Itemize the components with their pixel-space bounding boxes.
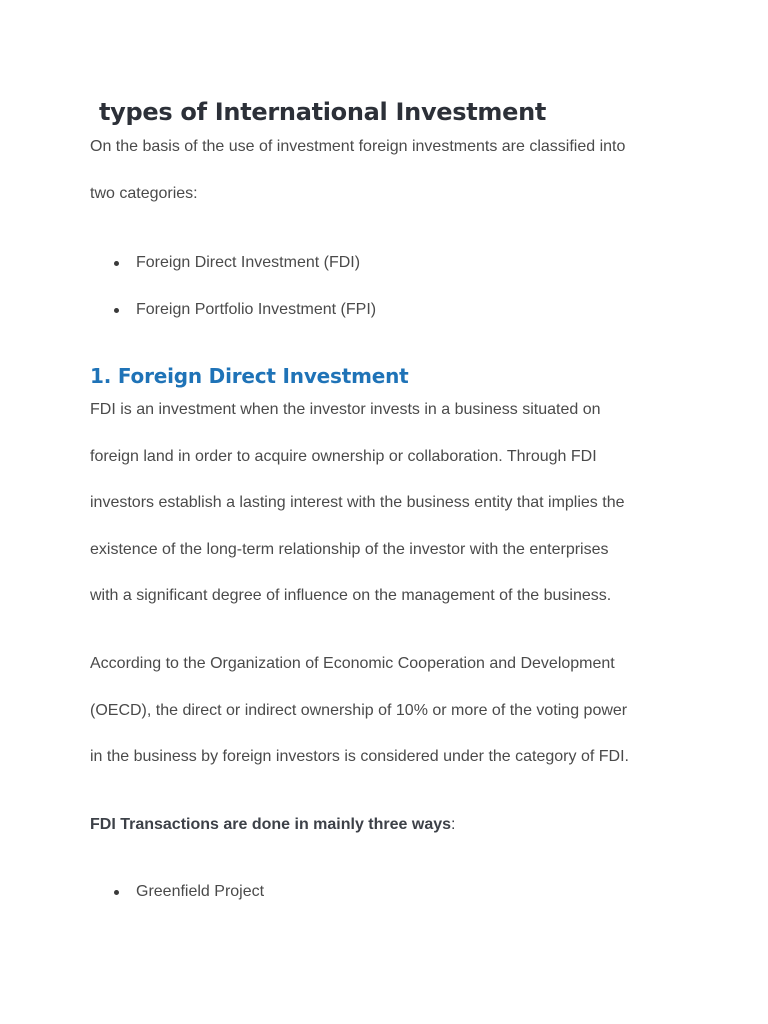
list-item <box>90 287 376 334</box>
list-item-label: Foreign Direct Investment (FDI) <box>136 254 361 271</box>
oecd-paragraph <box>90 641 730 781</box>
intro-line: two categories: <box>90 184 198 202</box>
fdi-definition-paragraph <box>90 387 730 620</box>
list-item <box>90 240 376 287</box>
paragraph-line: foreign land in order to acquire ownership or collaboration. Through FDI <box>90 447 597 465</box>
paragraph-line: with a significant degree of influence on the management of the business. <box>90 587 612 604</box>
page-title: types of International Investment <box>99 98 547 126</box>
paragraph-line: in the business by foreign investors is considered under the category of FDI. <box>90 748 629 765</box>
transactions-label-suffix: : <box>451 816 456 833</box>
transaction-ways-list <box>90 869 264 916</box>
intro-paragraph <box>90 124 730 217</box>
paragraph-line: existence of the long-term relationship of the investor with the enterprises <box>90 540 609 558</box>
transactions-label <box>90 802 455 849</box>
paragraph-line: According to the Organization of Economic Cooperation and Development <box>90 655 615 672</box>
list-item <box>90 869 264 916</box>
bullet-icon <box>114 308 119 313</box>
transactions-label-bold: FDI Transactions are done in mainly three ways <box>90 816 452 833</box>
section-heading: 1. Foreign Direct Investment <box>90 364 409 388</box>
paragraph-line: investors establish a lasting interest with the business entity that implies the <box>90 494 625 511</box>
list-item-label: Greenfield Project <box>136 883 265 900</box>
paragraph-line: FDI is an investment when the investor invests in a business situated on <box>90 401 601 418</box>
intro-line: On the basis of the use of investment foreign investments are classified into <box>90 138 626 155</box>
list-item-label: Foreign Portfolio Investment (FPI) <box>136 300 377 318</box>
bullet-icon <box>114 890 119 895</box>
categories-list <box>90 240 376 333</box>
paragraph-line: (OECD), the direct or indirect ownership of 10% or more of the voting power <box>90 701 628 719</box>
bullet-icon <box>114 261 119 266</box>
